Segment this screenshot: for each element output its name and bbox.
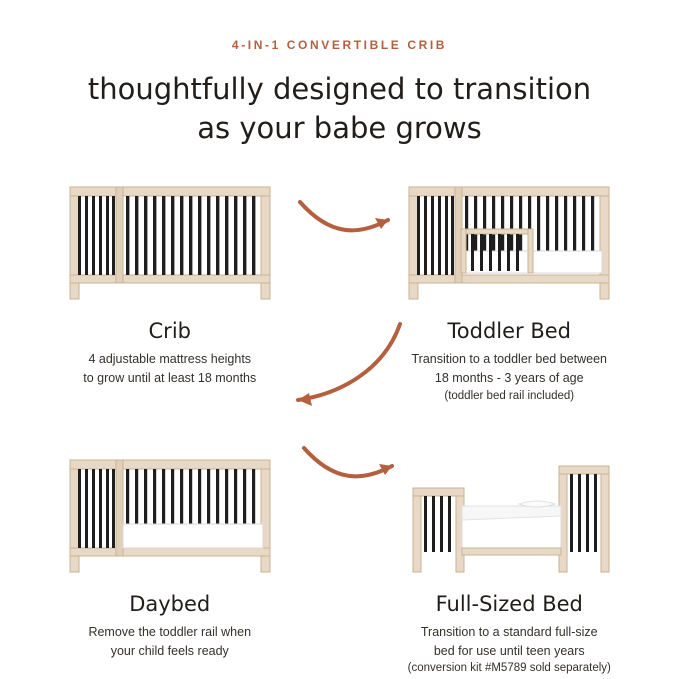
toddler-bed-illustration: [399, 158, 619, 303]
stage-daybed-body-line-2: your child feels ready: [110, 643, 229, 658]
stage-crib: [0, 158, 340, 405]
stage-full-sized-bed-body-line-1: Transition to a standard full-size: [420, 624, 598, 639]
daybed-illustration: [60, 431, 280, 576]
stage-daybed-body: [20, 623, 320, 661]
stages-row-1: [0, 158, 679, 405]
stage-full-sized-bed: [340, 431, 679, 678]
stage-toddler-bed-body-line-2: 18 months - 3 years of age: [434, 370, 584, 385]
stage-daybed-title: Daybed: [129, 591, 211, 616]
stages-row-2: [0, 431, 679, 678]
stage-full-sized-bed-note: (conversion kit #M5789 sold separately): [407, 662, 611, 675]
stage-crib-body: [20, 350, 320, 388]
daybed-svg: [60, 444, 280, 576]
full-size-bed-illustration: [399, 431, 619, 576]
stage-crib-title: Crib: [148, 319, 191, 343]
stages-grid: [0, 158, 679, 678]
stage-toddler-bed-note: (toddler bed rail included): [444, 389, 575, 402]
stage-full-sized-bed-title: Full-Sized Bed: [435, 591, 583, 616]
headline-line-2: as your babe grows: [197, 110, 482, 145]
toddler-bed-svg: [399, 171, 619, 303]
full-size-bed-svg: [399, 444, 619, 576]
stage-full-sized-bed-body-line-2: bed for use until teen years: [433, 643, 585, 658]
stage-crib-body-line-1: 4 adjustable mattress heights: [88, 352, 252, 366]
stage-crib-body-line-2: to grow until at least 18 months: [83, 370, 257, 385]
stage-full-sized-bed-body: [359, 623, 659, 678]
page-title: [0, 70, 679, 148]
stage-toddler-bed-body: [359, 350, 659, 405]
stage-toddler-bed-body-line-1: Transition to a toddler bed between: [411, 352, 607, 366]
crib-illustration: [60, 158, 280, 303]
crib-svg: [60, 171, 280, 303]
stage-toddler-bed: [340, 158, 679, 405]
stage-daybed: [0, 431, 340, 678]
stage-toddler-bed-title: Toddler Bed: [447, 319, 571, 343]
stage-daybed-body-line-1: Remove the toddler rail when: [88, 624, 252, 639]
eyebrow-label: 4-IN-1 CONVERTIBLE CRIB: [231, 38, 448, 52]
headline-line-1: thoughtfully designed to transition: [87, 72, 592, 106]
